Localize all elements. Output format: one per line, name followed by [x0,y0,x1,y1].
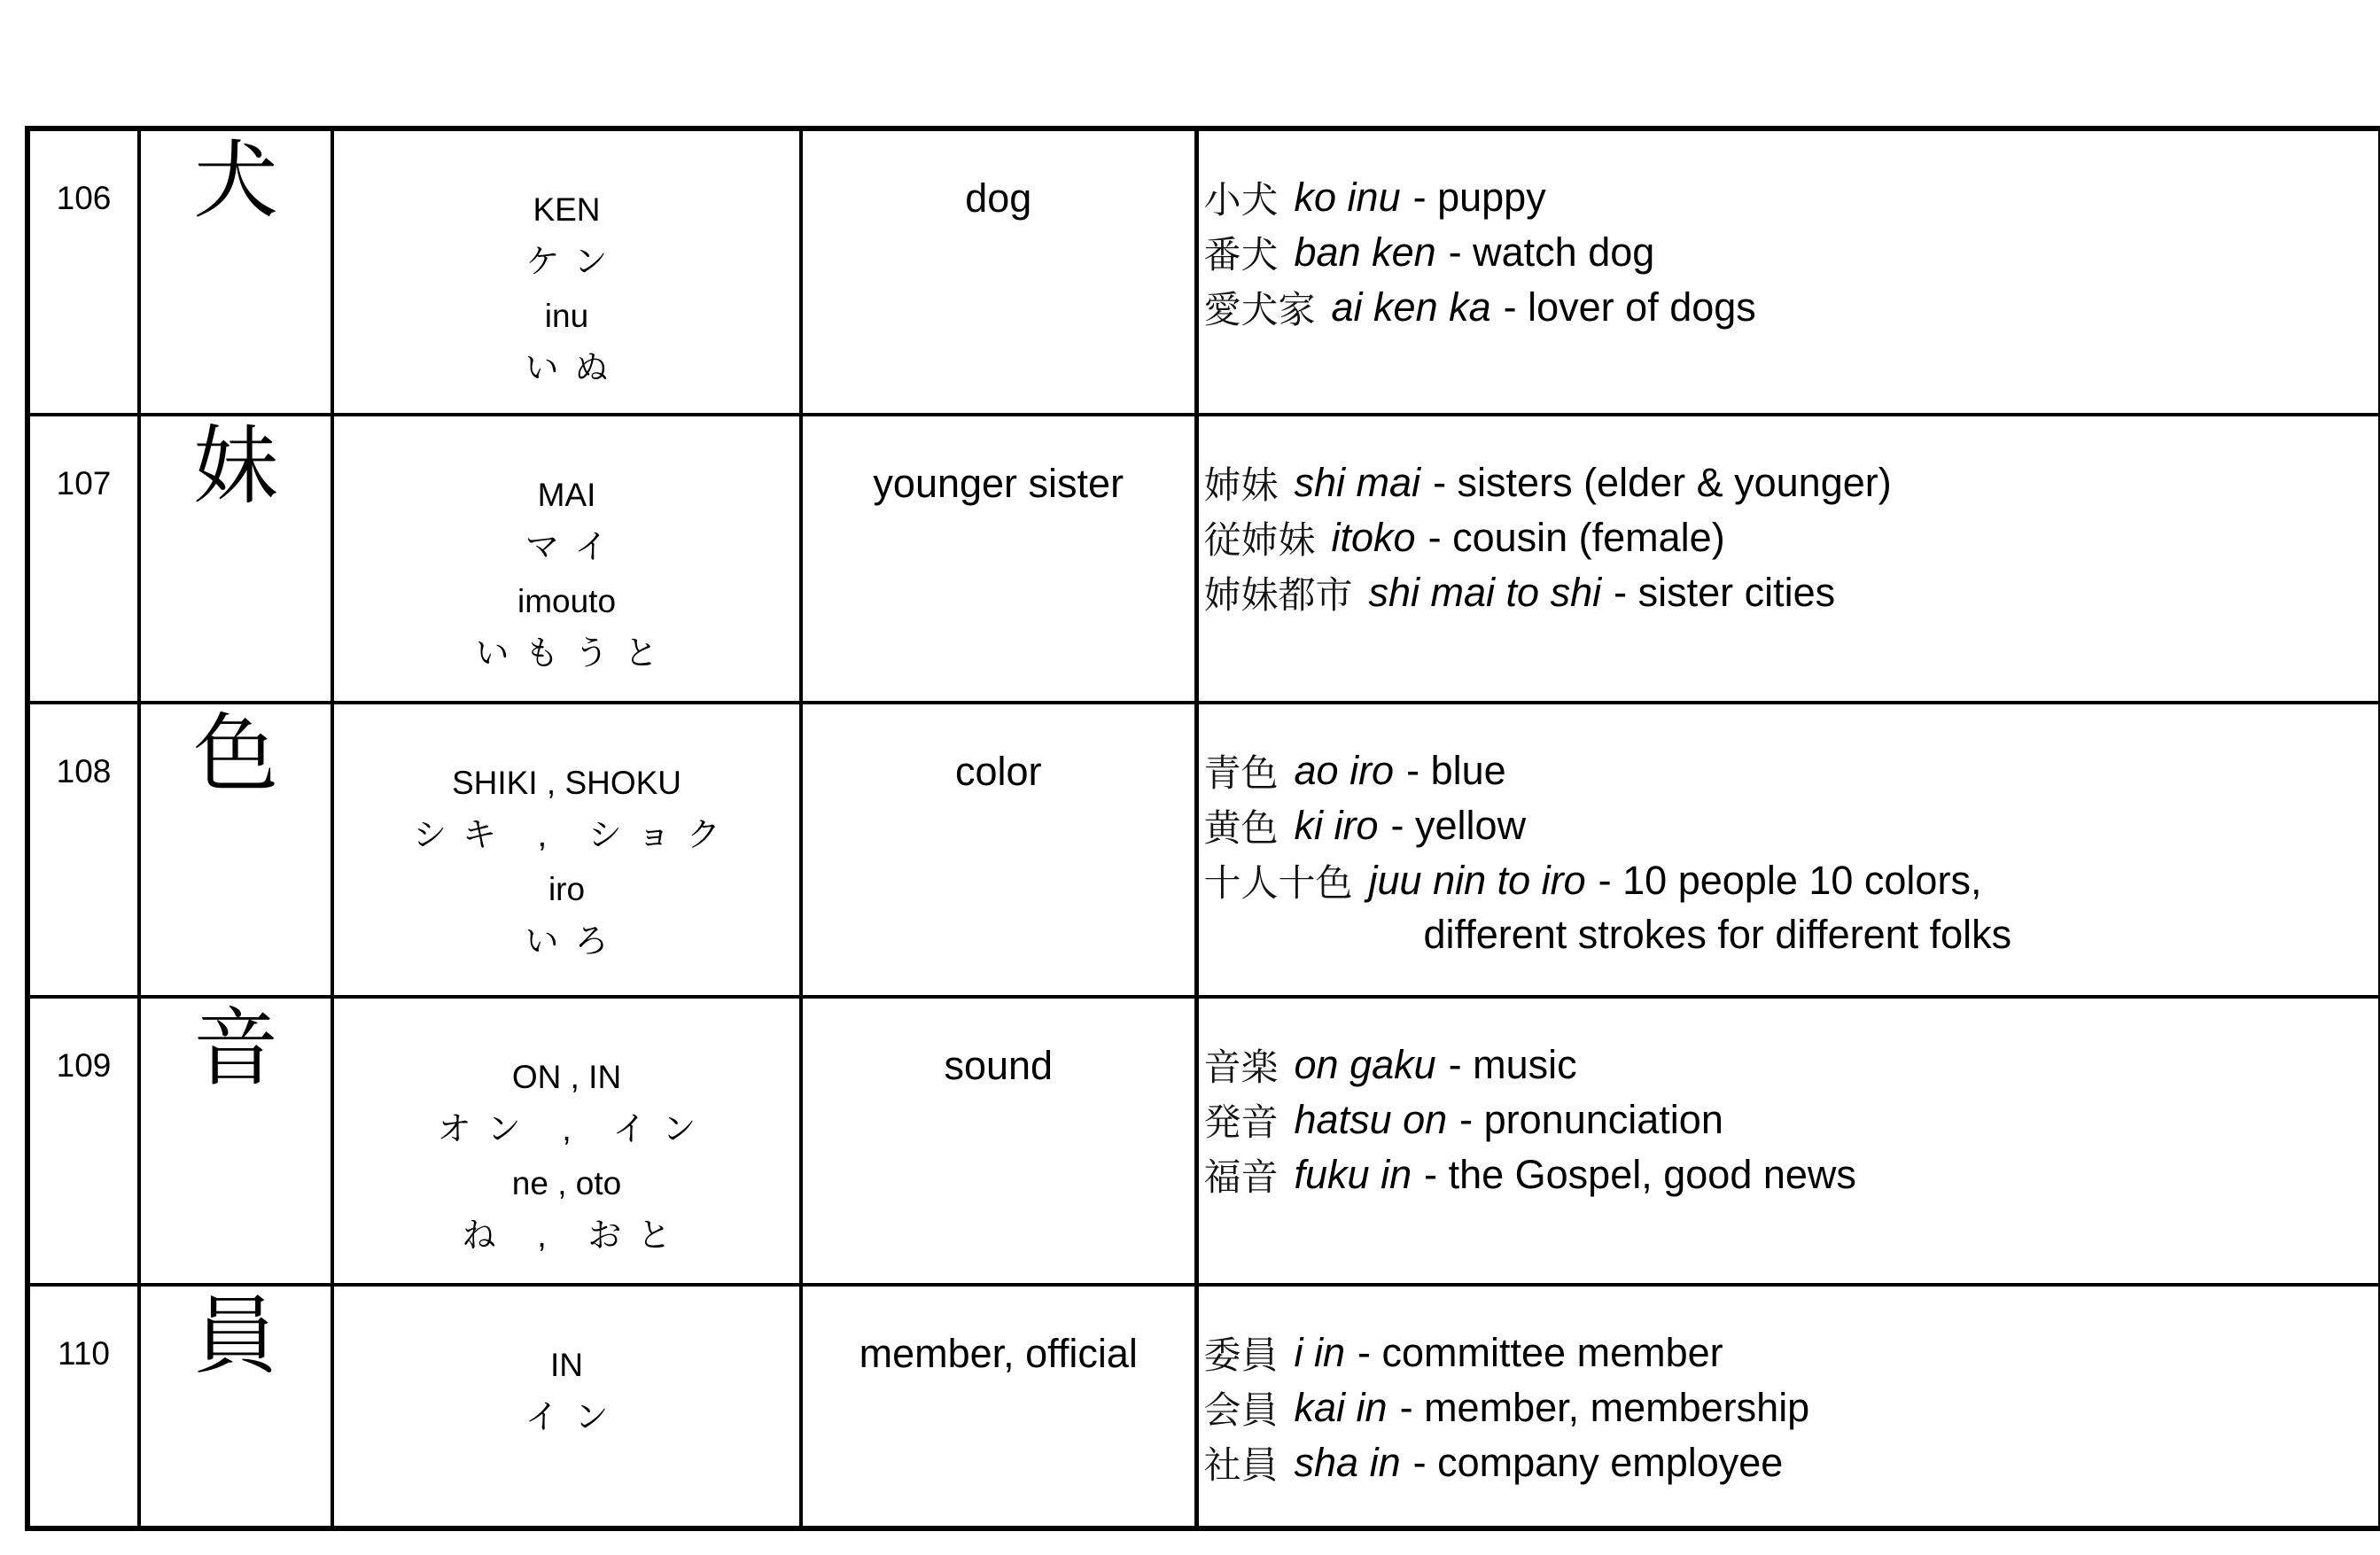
row-number: 110 [58,1335,110,1372]
compound-english: - puppy [1412,175,1546,220]
compound-romaji: ko inu [1294,175,1401,220]
readings-cell [332,1285,801,1528]
compound-english: - 10 people 10 colors, [1598,858,1982,903]
kanji-character: 員 [193,1287,278,1386]
on-reading-kana: イン [525,1399,625,1436]
compound-romaji: shi mai [1294,460,1421,505]
kun-reading-romaji: inu [544,297,589,334]
compound-kanji: 姉妹 [1203,463,1279,507]
compound-romaji: itoko [1331,515,1416,560]
compound-english: - sister cities [1614,570,1836,615]
compound-romaji: ao iro [1294,748,1395,793]
example-compound [1204,455,2379,510]
compound-kanji: 音楽 [1203,1046,1279,1089]
example-compound [1204,1147,2379,1202]
examples-cell [1196,415,2380,703]
examples-cell [1196,1285,2380,1528]
compound-english: - committee member [1357,1330,1723,1375]
compound-romaji: ai ken ka [1331,284,1491,330]
kanji-cell [139,997,332,1285]
on-reading-romaji: IN [550,1346,583,1383]
compound-english: - blue [1406,748,1506,793]
on-reading-romaji: SHIKI , SHOKU [451,764,682,801]
example-compound [1204,170,2379,225]
kanji-character: 色 [193,704,278,804]
compound-kanji: 小犬 [1203,178,1279,222]
compound-kanji: 番犬 [1203,233,1279,276]
example-compound [1204,510,2379,565]
compound-romaji: juu nin to iro [1368,858,1586,903]
kanji-cell [139,128,332,415]
kanji-cell [139,1285,332,1528]
compound-english: - member, membership [1399,1385,1810,1430]
example-compound [1204,225,2379,280]
row-number-cell [27,1285,139,1528]
compound-english: - watch dog [1448,229,1655,275]
meaning: member, official [859,1331,1138,1376]
on-reading-kana: オン , イン [437,1111,712,1148]
table-row [27,703,2380,997]
on-reading-kana: ケン [525,244,624,281]
example-compound [1204,1380,2379,1435]
example-compound [1204,853,2379,908]
example-compound [1204,280,2379,335]
on-reading-romaji: MAI [537,476,596,513]
compound-kanji: 愛犬家 [1203,288,1316,331]
table-row [27,128,2380,415]
on-reading-romaji: KEN [533,190,601,228]
table-row [27,415,2380,703]
meaning: color [954,749,1042,794]
compound-kanji: 従姉妹 [1203,518,1316,562]
kanji-character: 犬 [193,131,278,230]
table-row [27,1285,2380,1528]
compound-romaji: sha in [1294,1440,1401,1485]
examples-cell [1196,703,2380,997]
readings-cell [332,128,801,415]
compound-english: - cousin (female) [1427,515,1725,560]
compound-english: - pronunciation [1459,1097,1723,1142]
example-compound [1204,1038,2379,1092]
kanji-character: 妹 [193,416,278,516]
compound-kanji: 姉妹都市 [1203,573,1353,617]
on-reading-romaji: ON , IN [511,1058,622,1095]
example-compound [1204,743,2379,798]
example-compound [1204,1435,2379,1490]
example-compound [1204,565,2379,620]
compound-kanji: 青色 [1203,751,1279,795]
compound-kanji: 黄色 [1203,806,1279,850]
row-number-cell [27,997,139,1285]
compound-kanji: 福音 [1203,1155,1279,1199]
meaning-cell [801,997,1196,1285]
examples-cell [1196,997,2380,1285]
kun-reading-kana: いろ [525,923,625,960]
compound-romaji: kai in [1294,1385,1388,1430]
meaning: younger sister [873,461,1124,506]
compound-romaji: i in [1294,1330,1346,1375]
kun-reading-romaji: ne , oto [511,1164,622,1201]
compound-english: - yellow [1390,803,1527,848]
compound-kanji: 会員 [1203,1388,1279,1432]
kanji-character: 音 [193,999,278,1098]
examples-cell [1196,128,2380,415]
compound-kanji: 発音 [1203,1100,1279,1144]
on-reading-kana: マイ [525,529,625,566]
kun-reading-kana: ね , おと [462,1217,688,1255]
compound-romaji: hatsu on [1294,1097,1448,1142]
meaning: sound [944,1043,1054,1088]
example-continuation: different strokes for different folks [1423,912,2012,957]
table-row [27,997,2380,1285]
compound-english: - company employee [1412,1440,1784,1485]
row-number-cell [27,128,139,415]
row-number: 107 [56,465,112,501]
compound-english: - lover of dogs [1503,284,1756,330]
on-reading-kana: シキ , ショク [413,817,736,854]
meaning-cell [801,703,1196,997]
compound-english: - sisters (elder & younger) [1433,460,1892,505]
compound-kanji: 委員 [1203,1333,1279,1377]
row-number: 106 [56,180,112,216]
meaning: dog [965,175,1032,221]
kun-reading-romaji: imouto [517,582,617,619]
compound-romaji: on gaku [1294,1042,1436,1087]
kanji-cell [139,703,332,997]
compound-romaji: ban ken [1294,229,1436,275]
compound-kanji: 十人十色 [1203,861,1353,905]
compound-romaji: shi mai to shi [1368,570,1602,615]
meaning-cell [801,415,1196,703]
kanji-table [25,126,2380,1531]
row-number-cell [27,703,139,997]
meaning-cell [801,1285,1196,1528]
kun-reading-kana: いもうと [475,635,674,673]
compound-kanji: 社員 [1203,1443,1279,1487]
compound-romaji: ki iro [1294,803,1379,848]
kanji-cell [139,415,332,703]
compound-english: - music [1448,1042,1577,1087]
example-compound [1204,1092,2379,1147]
example-compound [1204,798,2379,853]
row-number: 108 [56,753,112,789]
readings-cell [332,997,801,1285]
kun-reading-romaji: iro [548,870,586,907]
readings-cell [332,415,801,703]
row-number-cell [27,415,139,703]
compound-english: - the Gospel, good news [1424,1152,1856,1197]
example-compound [1204,1326,2379,1380]
readings-cell [332,703,801,997]
meaning-cell [801,128,1196,415]
compound-romaji: fuku in [1294,1152,1412,1197]
kun-reading-kana: いぬ [525,350,625,387]
row-number: 109 [56,1047,112,1084]
